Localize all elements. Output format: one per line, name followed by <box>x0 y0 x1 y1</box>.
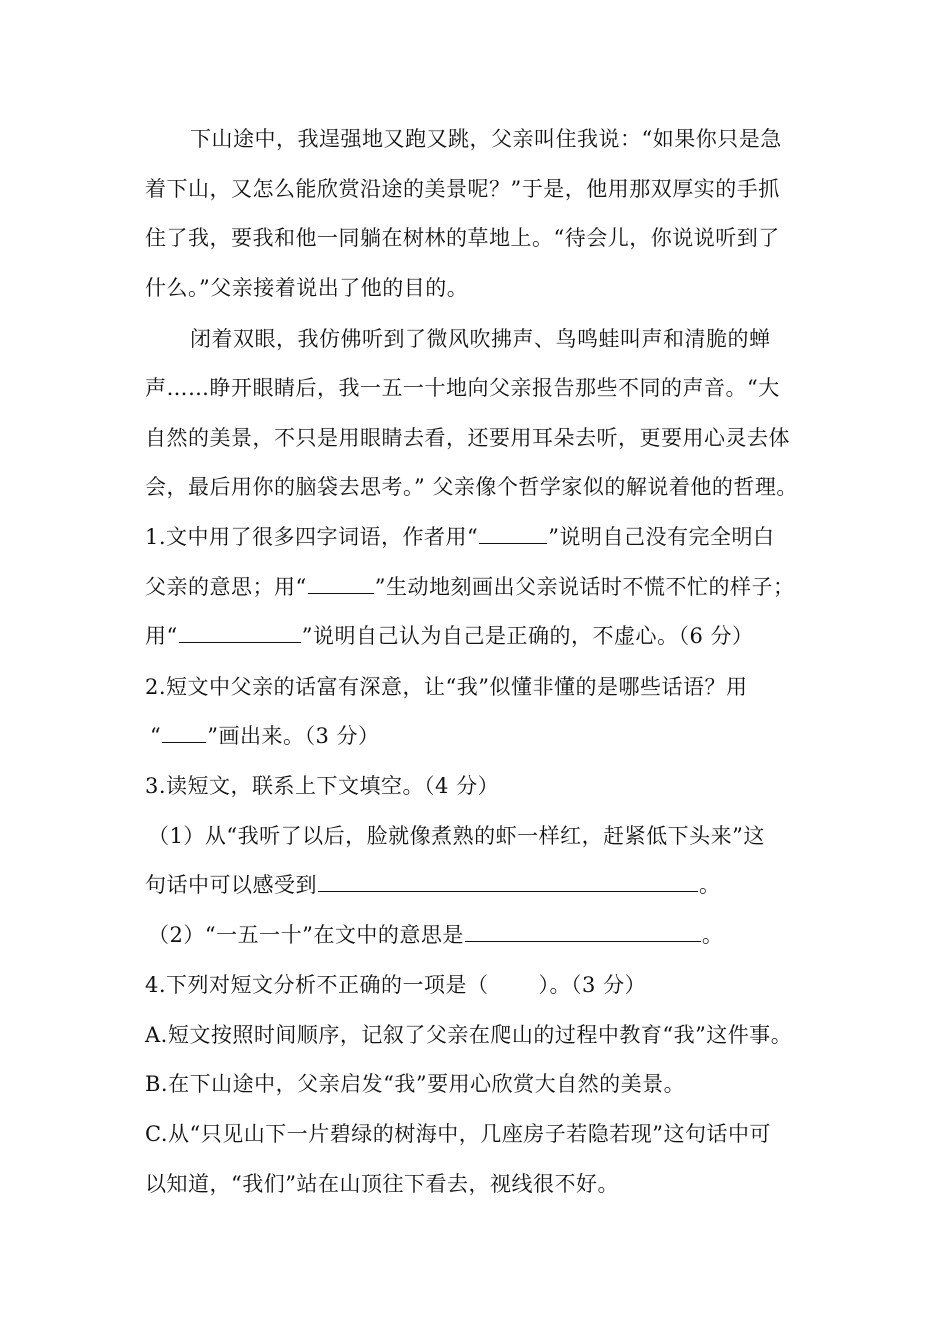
question-1-text-c: 父亲的意思；用“ <box>145 575 307 599</box>
passage-p1-line3: 住了我，要我和他一同躺在树林的草地上。“待会儿，你说说听到了 <box>145 226 780 250</box>
question-1-text-d: ”生动地刻画出父亲说话时不慌不忙的样子； <box>374 575 795 599</box>
question-4-option-b: B.在下山途中，父亲启发“我”要用心欣赏大自然的美景。 <box>145 1072 686 1096</box>
question-4-text-b: ）。（3 分） <box>538 973 647 997</box>
question-2-line2 <box>150 716 840 756</box>
passage-p1-line2: 着下山，又怎么能欣赏沿途的美景呢？”于是，他用那双厚实的手抓 <box>145 177 780 201</box>
question-1-text-e: 用“ <box>145 624 178 648</box>
question-3-sub2-text-b: 。 <box>701 923 724 947</box>
answer-blank-3-2[interactable] <box>465 915 701 942</box>
question-1-line3 <box>145 616 835 656</box>
question-3-sub2-text-a: （2）“一五一十”在文中的意思是 <box>148 923 464 947</box>
question-1-text-b: ”说明自己没有完全明白 <box>548 525 775 549</box>
passage-p1-line4: 什么。”父亲接着说出了他的目的。 <box>145 276 469 300</box>
question-1-text-a: 1.文中用了很多四字词语，作者用“ <box>145 525 479 549</box>
question-4-stem <box>145 965 835 1005</box>
question-4-option-c-line2: 以知道，“我们”站在山顶往下看去，视线很不好。 <box>145 1172 619 1196</box>
question-3-stem: 3.读短文，联系上下文填空。（4 分） <box>145 774 500 798</box>
question-2-text-b: ”画出来。（3 分） <box>207 724 380 748</box>
question-2-text-a: “ <box>150 724 162 748</box>
passage-p1-line1: 下山途中，我逞强地又跑又跳，父亲叫住我说：“如果你只是急 <box>190 127 782 151</box>
passage-p2-line3: 自然的美景，不只是用眼睛去看，还要用耳朵去听，更要用心灵去体 <box>145 426 790 450</box>
question-1-line1 <box>145 517 835 557</box>
answer-blank-1c[interactable] <box>179 616 301 643</box>
question-4-option-c-line1: C.从“只见山下一片碧绿的树海中，几座房子若隐若现”这句话中可 <box>145 1122 771 1146</box>
answer-blank-1a[interactable] <box>479 517 547 544</box>
answer-blank-1b[interactable] <box>308 567 374 594</box>
question-3-sub1-text-b: 。 <box>699 873 721 897</box>
question-1-line2 <box>145 567 835 607</box>
question-4-option-a: A.短文按照时间顺序，记叙了父亲在爬山的过程中教育“我”这件事。 <box>145 1023 793 1047</box>
question-4-text-a: 4.下列对短文分析不正确的一项是（ <box>145 973 489 997</box>
passage-p2-line1: 闭着双眼，我仿佛听到了微风吹拂声、鸟鸣蛙叫声和清脆的蝉 <box>190 327 771 351</box>
question-3-sub1-line2 <box>145 865 835 905</box>
underline-sample <box>162 716 206 743</box>
question-3-sub1-line1: （1）从“我听了以后，脸就像煮熟的虾一样红，赶紧低下头来”这 <box>148 824 765 848</box>
question-3-sub2 <box>148 915 838 955</box>
question-2-line1: 2.短文中父亲的话富有深意，让“我”似懂非懂的是哪些话语？用 <box>145 675 748 699</box>
question-3-sub1-text-a: 句话中可以感受到 <box>145 873 317 897</box>
question-1-text-f: ”说明自己认为自己是正确的，不虚心。（6 分） <box>301 624 754 648</box>
passage-p2-line4: 会，最后用你的脑袋去思考。” 父亲像个哲学家似的解说着他的哲理。 <box>145 475 798 499</box>
answer-blank-3-1[interactable] <box>318 865 698 892</box>
passage-p2-line2: 声……睁开眼睛后，我一五一十地向父亲报告那些不同的声音。“大 <box>145 376 780 400</box>
